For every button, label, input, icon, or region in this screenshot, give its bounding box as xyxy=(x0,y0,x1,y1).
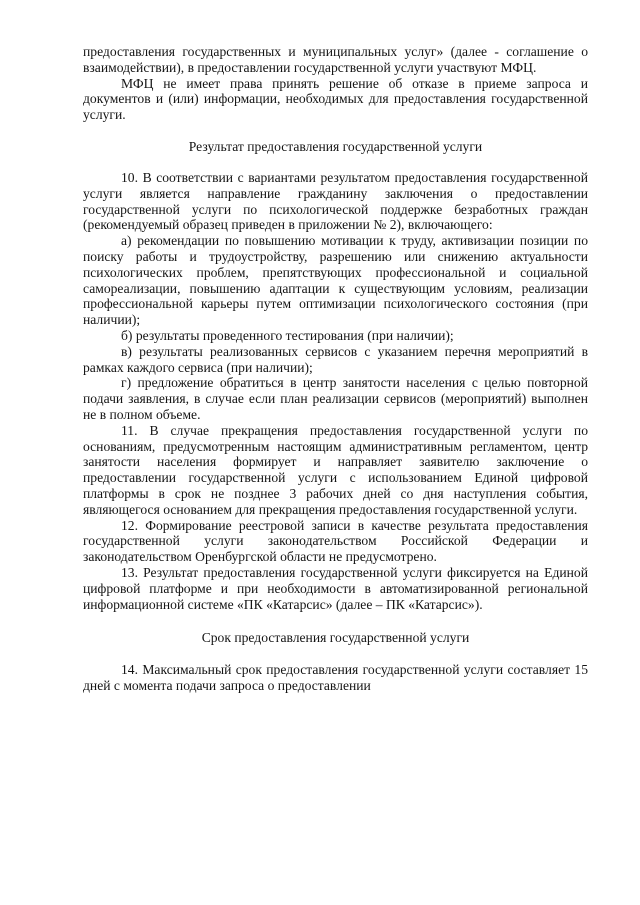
section-title-result: Результат предоставления государственной услуги xyxy=(188,138,483,154)
paragraph-14: 14. Максимальный срок предоставления государственной услуги составляет 15 дней с момента подачи запроса о предоставлении xyxy=(83,662,588,694)
paragraph-13: 13. Результат предоставления государственной услуги фиксируется на Единой цифровой платформе и при необходимости в автоматизированной региональной информационной системе «ПК «Катарсис» (далее – ПК «Катарсис»). xyxy=(83,564,588,612)
paragraph-12: 12. Формирование реестровой записи в качестве результата предоставления государственной услуги законодательством Российской Федерации и законодательством Оренбургской области не предусмотрено. xyxy=(83,517,588,565)
paragraph-10-item-g: г) предложение обратиться в центр занятости населения с целью повторной подачи заявления, в случае если план реализации сервисов (мероприятий) выполнен не в полном объеме. xyxy=(83,375,588,422)
paragraph-11: 11. В случае прекращения предоставления государственной услуги по основаниям, предусмотренным настоящим административным регламентом, центр занятости населения формирует и направляет заявителю заключение о предоставлении государственной услуги с использованием Единой цифровой платформы в срок не позднее 3 рабочих дней со дня наступления события, являющегося основанием для прекращения предоставления государственной услуги. xyxy=(83,422,588,517)
paragraph-10-item-v: в) результаты реализованных сервисов с указанием перечня мероприятий в рамках каждого сервиса (при наличии); xyxy=(83,343,588,375)
intro-mfc-paragraph: МФЦ не имеет права принять решение об отказе в приеме запроса и документов и (или) информации, необходимых для предоставления государственной услуги. xyxy=(83,75,588,123)
paragraph-10: 10. В соответствии с вариантами результатом предоставления государственной услуги является направление гражданину заключения о предоставлении государственной услуги по психологической поддержке безработных граждан (рекомендуемый образец приведен в приложении № 2), включающего: xyxy=(83,169,588,233)
paragraph-10-item-a: а) рекомендации по повышению мотивации к труду, активизации позиции по поиску работы и трудоустройству, разрешению или снижению актуальности психологических проблем, препятствующих профессиональной и социальной самореализации, повышению адаптации к существующим условиям, реализации профессиональной карьеры путем оптимизации психологического состояния (при наличии); xyxy=(83,233,588,328)
section-title-term: Срок предоставления государственной услуги xyxy=(201,630,470,646)
paragraph-10-item-b: б) результаты проведенного тестирования (при наличии); xyxy=(121,327,454,343)
intro-continuation-paragraph: предоставления государственных и муниципальных услуг» (далее - соглашение о взаимодействии), в предоставлении государственной услуги участвуют МФЦ. xyxy=(83,44,588,75)
